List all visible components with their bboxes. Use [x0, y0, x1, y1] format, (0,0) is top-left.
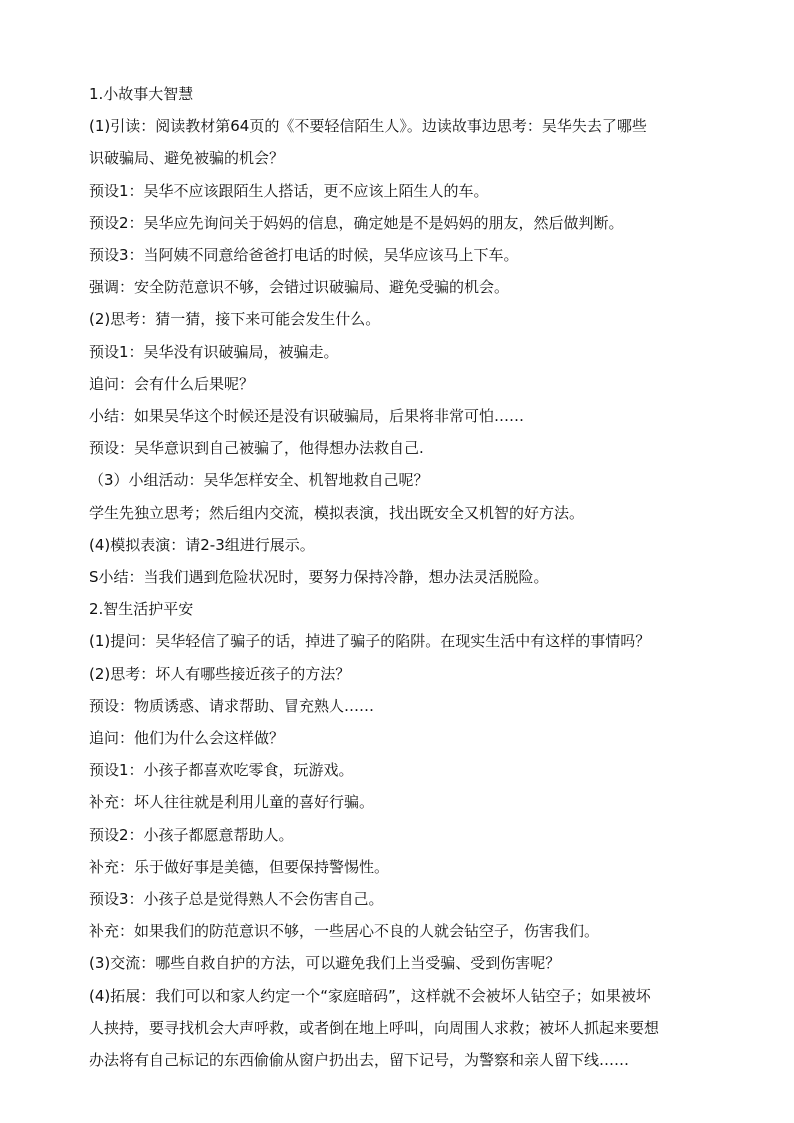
paragraph-line: (4)模拟表演：请2-3组进行展示。 — [89, 535, 315, 554]
paragraph-line: 人挟持，要寻找机会大声呼救，或者倒在地上呼叫，向周围人求救；被坏人抓起来要想 — [89, 1018, 660, 1037]
paragraph-line: (1)引读：阅读教材第64页的《不要轻信陌生人》。边读故事边思考：吴华失去了哪些 — [89, 117, 647, 136]
paragraph-line: (1)提问：吴华轻信了骗子的话，掉进了骗子的陷阱。在现实生活中有这样的事情吗？ — [89, 632, 651, 651]
paragraph-line: 追问：会有什么后果呢？ — [89, 374, 255, 393]
document-page — [89, 78, 709, 1076]
paragraph-line: (3)交流：哪些自救自护的方法，可以避免我们上当受骗、受到伤害呢？ — [89, 954, 561, 973]
paragraph-line: 办法将有自己标记的东西偷偷从窗户扔出去，留下记号，为警察和亲人留下线…… — [89, 1051, 630, 1070]
paragraph-line: 强调：安全防范意识不够，会错过识破骗局、避免受骗的机会。 — [89, 278, 510, 297]
paragraph-line: 学生先独立思考；然后组内交流，模拟表演，找出既安全又机智的好方法。 — [89, 503, 585, 522]
paragraph-line: 预设2：吴华应先询问关于妈妈的信息，确定她是不是妈妈的朋友，然后做判断。 — [89, 213, 624, 232]
paragraph-line: 预设1：吴华没有识破骗局，被骗走。 — [89, 342, 339, 361]
paragraph-line: (4)拓展：我们可以和家人约定一个“家庭暗码”，这样就不会被坏人钻空子；如果被坏 — [89, 986, 651, 1005]
paragraph-line: 补充：乐于做好事是美德，但要保持警惕性。 — [89, 857, 390, 876]
paragraph-line: 追问：他们为什么会这样做？ — [89, 729, 285, 748]
paragraph-line: （3）小组活动：吴华怎样安全、机智地救自己呢？ — [89, 471, 429, 490]
paragraph-line: 预设1：小孩子都喜欢吃零食，玩游戏。 — [89, 761, 354, 780]
paragraph-line: 补充：如果我们的防范意识不够，一些居心不良的人就会钻空子，伤害我们。 — [89, 922, 600, 941]
paragraph-line: (2)思考：猜一猜，接下来可能会发生什么。 — [89, 310, 381, 329]
paragraph-line: 预设2：小孩子都愿意帮助人。 — [89, 825, 294, 844]
paragraph-line: (2)思考：坏人有哪些接近孩子的方法？ — [89, 664, 351, 683]
paragraph-line: 预设1：吴华不应该跟陌生人搭话，更不应该上陌生人的车。 — [89, 181, 489, 200]
paragraph-line: 预设3：当阿姨不同意给爸爸打电话的时候，吴华应该马上下车。 — [89, 246, 519, 265]
paragraph-line: 补充：坏人往往就是利用儿童的喜好行骗。 — [89, 793, 375, 812]
paragraph-line: 预设：吴华意识到自己被骗了，他得想办法救自己. — [89, 439, 424, 458]
paragraph-line: 预设3：小孩子总是觉得熟人不会伤害自己。 — [89, 890, 384, 909]
section-heading-1: 1.小故事大智慧 — [89, 85, 194, 103]
paragraph-line: 小结：如果吴华这个时候还是没有识破骗局，后果将非常可怕…… — [89, 407, 525, 426]
paragraph-line: S小结：当我们遇到危险状况时，要努力保持冷静，想办法灵活脱险。 — [89, 568, 549, 587]
paragraph-line: 识破骗局、避免被骗的机会？ — [89, 149, 285, 168]
section-heading-2: 2.智生活护平安 — [89, 600, 194, 619]
paragraph-line: 预设：物质诱惑、请求帮助、冒充熟人…… — [89, 696, 375, 715]
